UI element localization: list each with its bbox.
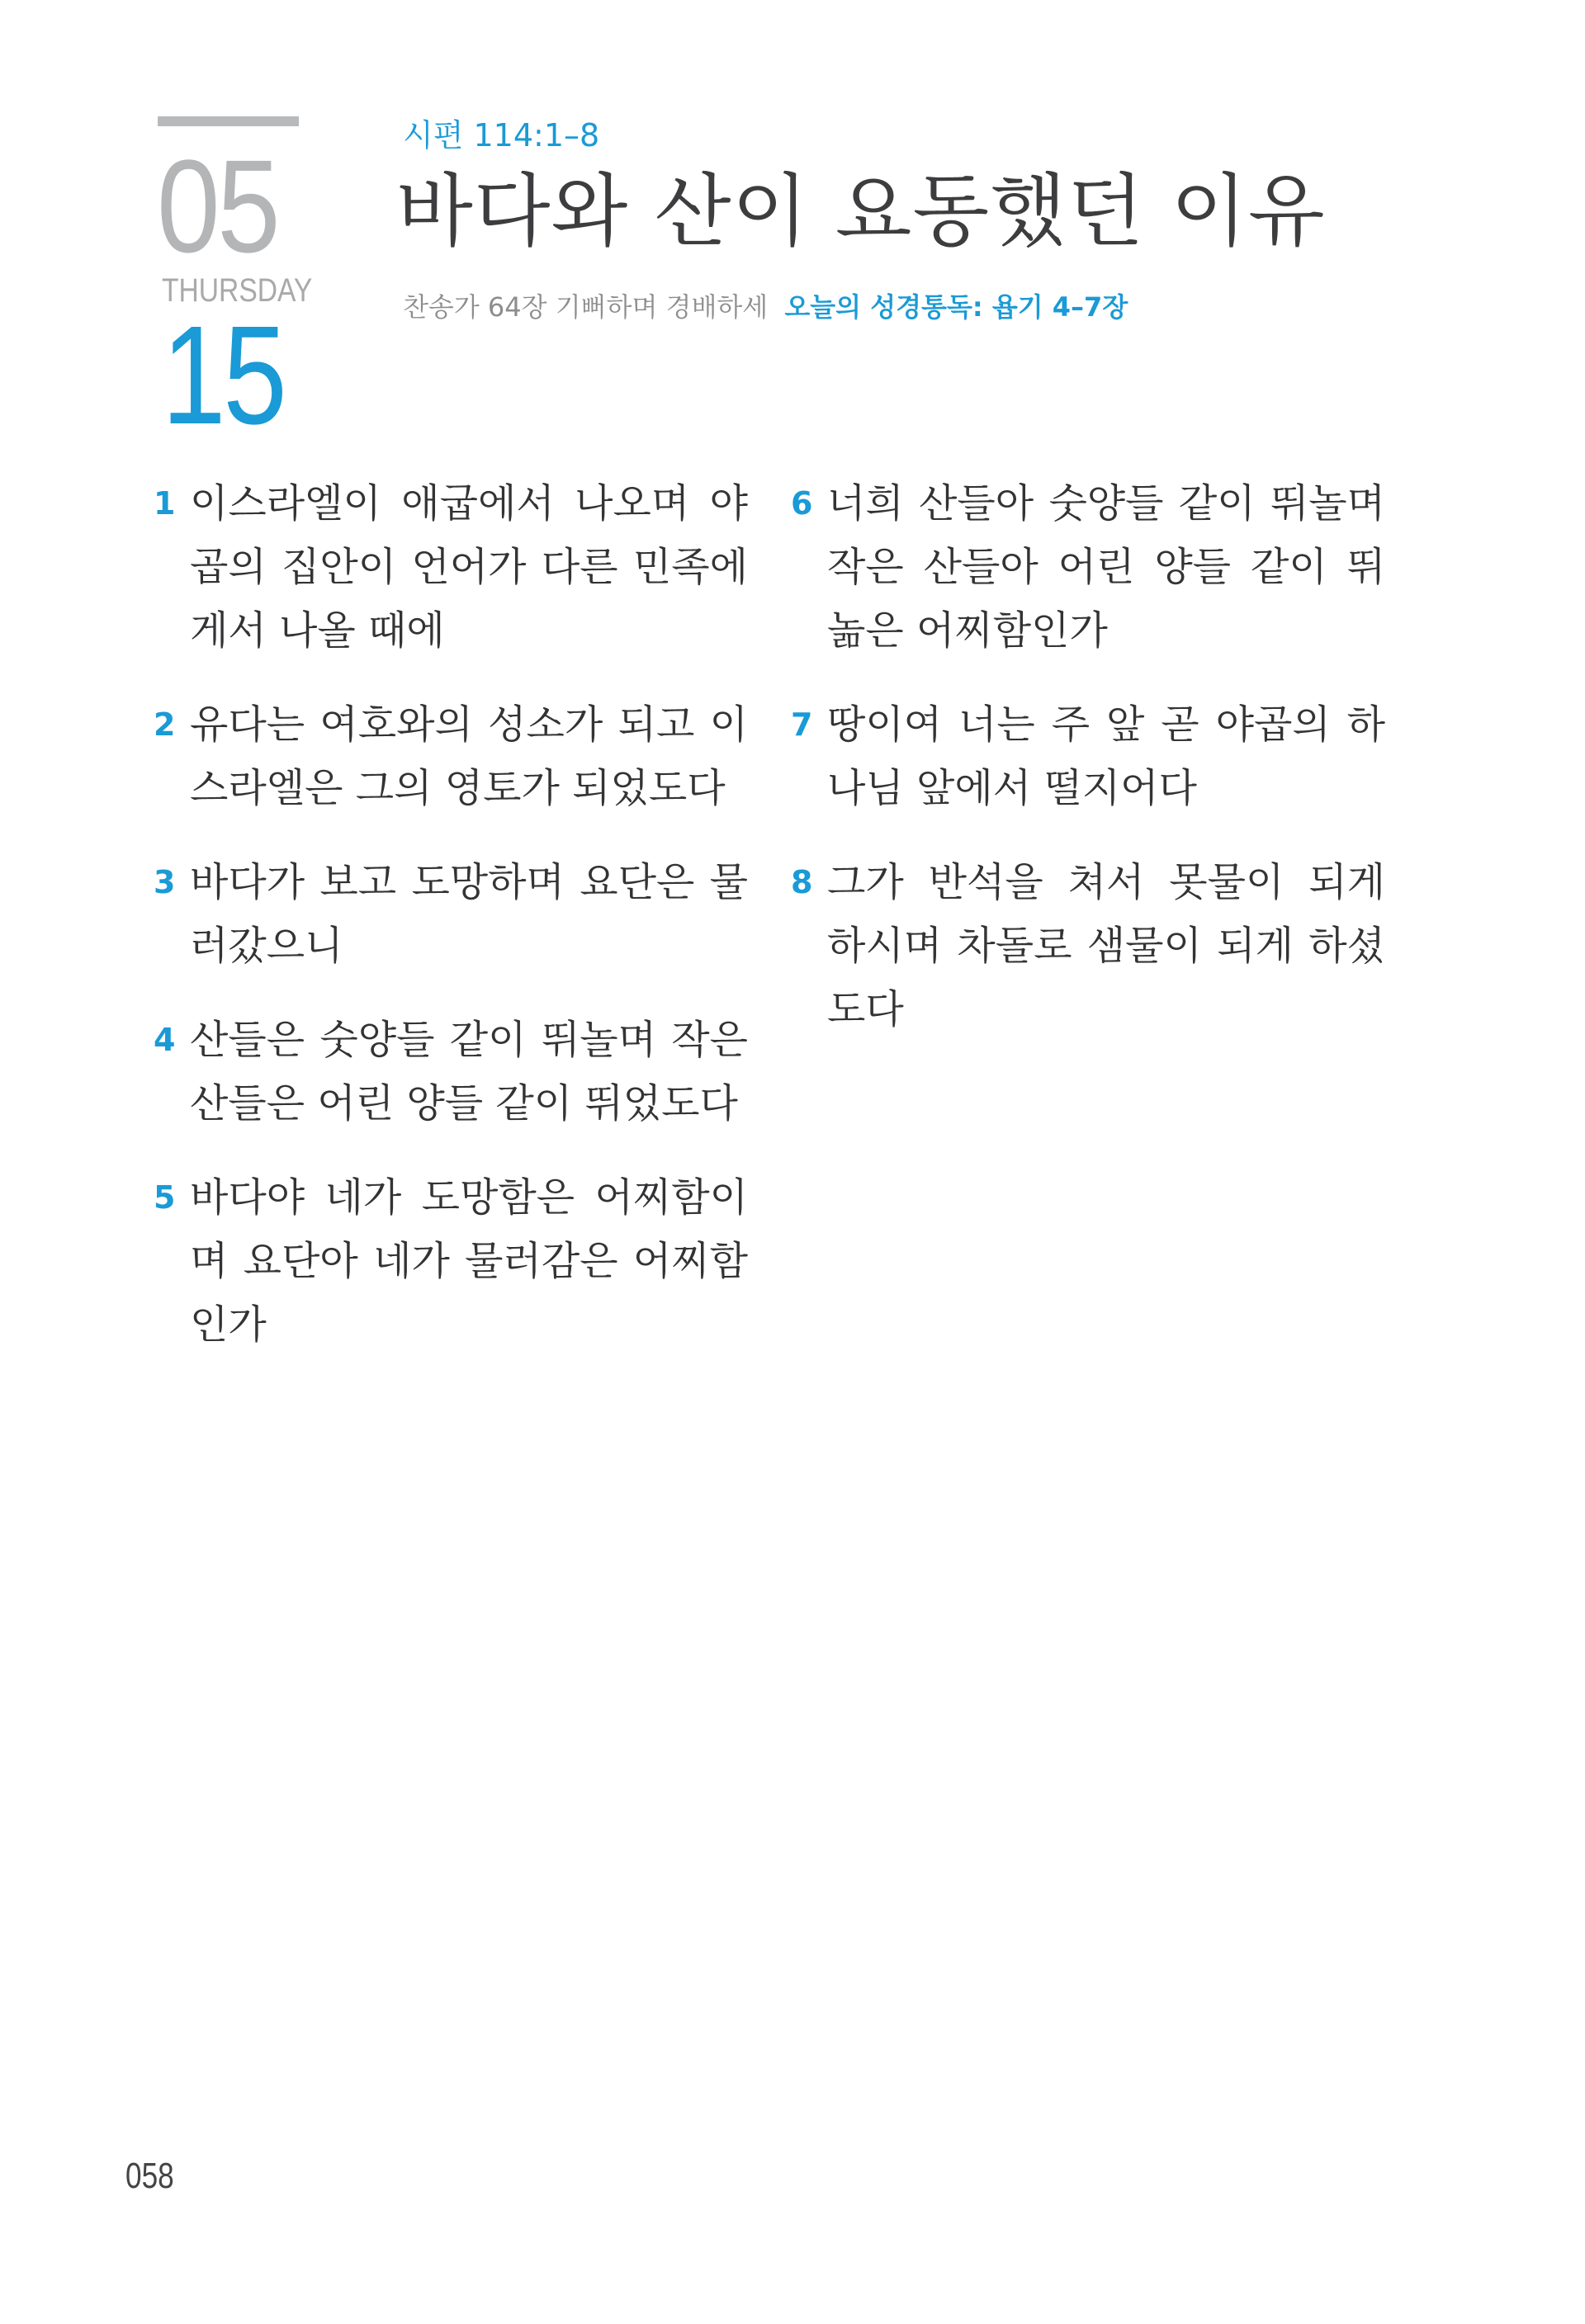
date-divider — [158, 116, 299, 126]
verse — [154, 472, 748, 663]
verse-number: 3 — [154, 864, 176, 900]
verse — [791, 472, 1385, 663]
verse — [154, 1166, 748, 1357]
verse-number: 4 — [154, 1022, 176, 1058]
verse — [791, 851, 1385, 1042]
scripture-reference: 시편 114:1–8 — [403, 117, 600, 154]
page-title: 바다와 산이 요동했던 이유 — [396, 165, 1326, 257]
reading-plan-text: 오늘의 성경통독: 욥기 4–7장 — [784, 291, 1128, 323]
verse-text: 땅이여 너는 주 앞 곧 야곱의 하나님 앞에서 떨지어다 — [827, 701, 1385, 811]
hymn-text: 찬송가 64장 기뻐하며 경배하세 — [403, 291, 769, 323]
verse-number: 5 — [154, 1179, 176, 1216]
page-number: 058 — [125, 2156, 174, 2196]
verse-number: 1 — [154, 485, 176, 522]
verse-number: 7 — [791, 706, 813, 743]
verse-text: 이스라엘이 애굽에서 나오며 야곱의 집안이 언어가 다른 민족에게서 나올 때에 — [190, 480, 748, 654]
verse-number: 2 — [154, 706, 176, 743]
verse-text: 너희 산들아 숫양들 같이 뛰놀며 작은 산들아 어린 양들 같이 뛰놂은 어찌함인가 — [827, 480, 1385, 654]
verse-text: 유다는 여호와의 성소가 되고 이스라엘은 그의 영토가 되었도다 — [190, 701, 748, 811]
verses-column-left — [154, 472, 748, 1387]
verse-text: 산들은 숫양들 같이 뛰놀며 작은 산들은 어린 양들 같이 뛰었도다 — [190, 1017, 748, 1127]
weekday-label: THURSDAY — [162, 272, 313, 309]
verse-text: 바다가 보고 도망하며 요단은 물러갔으니 — [190, 859, 748, 969]
verse — [791, 693, 1385, 820]
subtitle-line — [403, 289, 1128, 325]
verse — [154, 851, 748, 978]
verse — [154, 693, 748, 820]
verse-text: 그가 반석을 쳐서 못물이 되게 하시며 차돌로 샘물이 되게 하셨도다 — [827, 859, 1385, 1032]
verse — [154, 1008, 748, 1136]
verse-text: 바다야 네가 도망함은 어찌함이며 요단아 네가 물러감은 어찌함인가 — [190, 1174, 748, 1348]
verses-column-right — [791, 472, 1385, 1072]
verse-number: 8 — [791, 864, 813, 900]
month-number: 05 — [157, 132, 278, 280]
verse-number: 6 — [791, 485, 813, 522]
day-number: 15 — [162, 297, 285, 454]
